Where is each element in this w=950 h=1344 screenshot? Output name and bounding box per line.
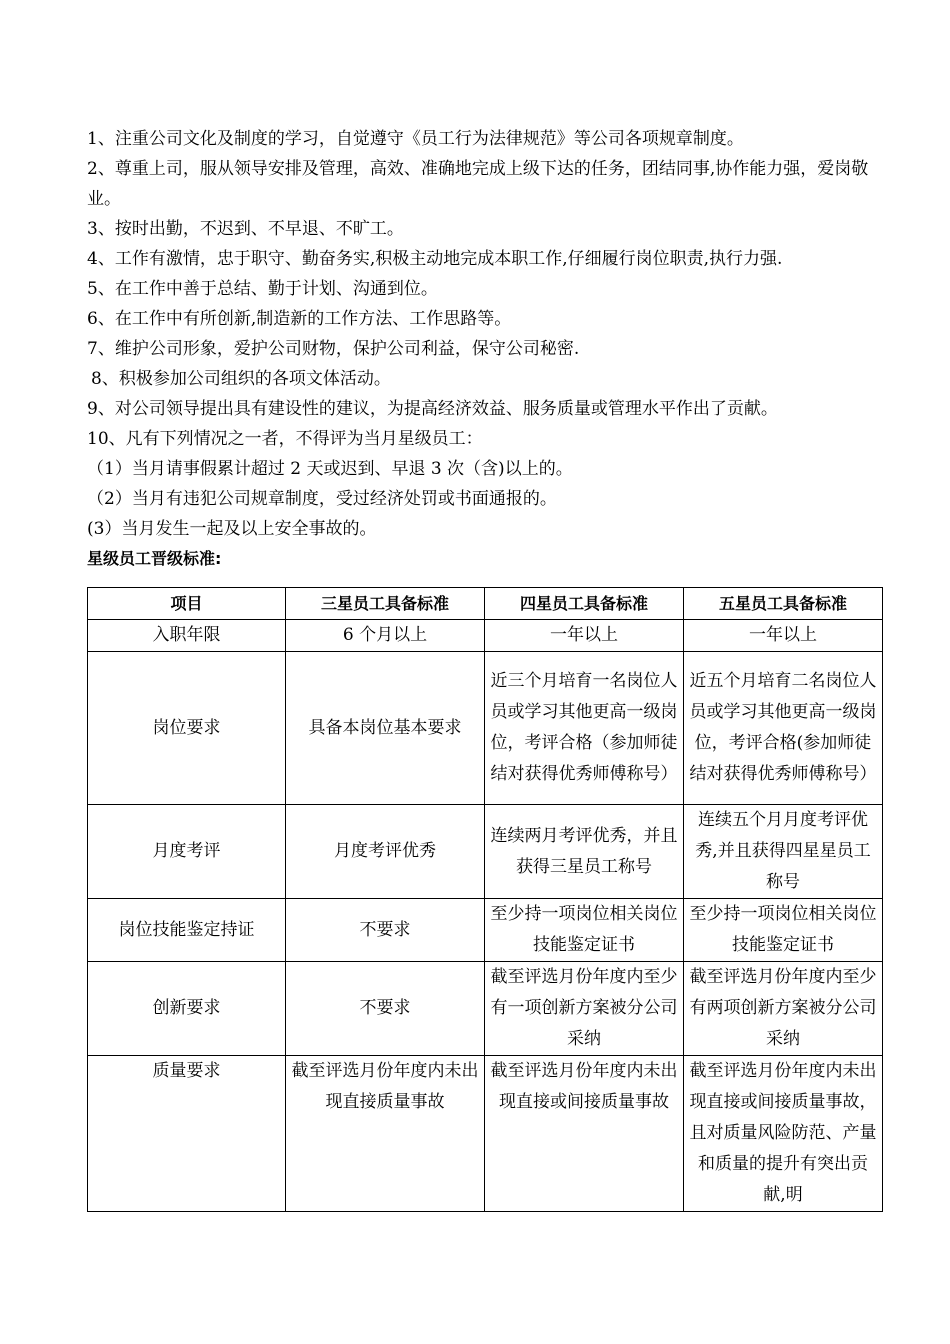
table-cell: 截至评选月份年度内未出现直接或间接质量事故，且对质量风险防范、产量和质量的提升有突出贡献,明 [684, 1056, 883, 1212]
table-cell: 近五个月培育二名岗位人员或学习其他更高一级岗位，考评合格(参加师徒结对获得优秀师傅称号） [684, 652, 883, 805]
rule-item: 8、积极参加公司组织的各项文体活动。 [91, 369, 391, 389]
header-four-star: 四星员工具备标准 [485, 588, 684, 620]
rule-item: 6、在工作中有所创新,制造新的工作方法、工作思路等。 [87, 309, 512, 329]
rule-item: 2、尊重上司，服从领导安排及管理，高效、准确地完成上级下达的任务，团结同事,协作能力强，爱岗敬业。 [87, 159, 869, 209]
rule-item: 9、对公司领导提出具有建设性的建议，为提高经济效益、服务质量或管理水平作出了贡献。 [87, 399, 778, 419]
rule-subitem: （1）当月请事假累计超过 2 天或迟到、早退 3 次（含)以上的。 [87, 459, 573, 479]
table-cell: 岗位技能鉴定持证 [88, 899, 286, 962]
rule-item: 7、维护公司形象，爱护公司财物，保护公司利益，保守公司秘密. [87, 339, 580, 359]
table-row [88, 962, 883, 1056]
table-cell: 至少持一项岗位相关岗位技能鉴定证书 [684, 899, 883, 962]
rule-subitem: （2）当月有违犯公司规章制度，受过经济处罚或书面通报的。 [87, 489, 557, 509]
table-row [88, 620, 883, 652]
table-cell: 月度考评 [88, 805, 286, 899]
rule-item: 1、注重公司文化及制度的学习，自觉遵守《员工行为法律规范》等公司各项规章制度。 [87, 129, 744, 149]
table-cell: 不要求 [286, 899, 485, 962]
rule-item: 3、按时出勤，不迟到、不早退、不旷工。 [87, 219, 404, 239]
table-cell: 连续五个月月度考评优秀,并且获得四星星员工称号 [684, 805, 883, 899]
table-row [88, 899, 883, 962]
table-cell: 质量要求 [88, 1056, 286, 1212]
rules-list [87, 124, 877, 574]
table-cell: 一年以上 [684, 620, 883, 652]
table-cell: 截至评选月份年度内未出现直接或间接质量事故 [485, 1056, 684, 1212]
table-cell: 入职年限 [88, 620, 286, 652]
promotion-standards-table [87, 587, 883, 1212]
section-title: 星级员工晋级标准: [87, 549, 222, 568]
table-row [88, 1056, 883, 1212]
table-cell: 近三个月培育一名岗位人员或学习其他更高一级岗位，考评合格（参加师徒结对获得优秀师傅称号） [485, 652, 684, 805]
header-three-star: 三星员工具备标准 [286, 588, 485, 620]
table-cell: 一年以上 [485, 620, 684, 652]
table-cell: 不要求 [286, 962, 485, 1056]
table-cell: 岗位要求 [88, 652, 286, 805]
rule-subitem: (3）当月发生一起及以上安全事故的。 [87, 519, 377, 539]
rule-item: 10、凡有下列情况之一者，不得评为当月星级员工： [87, 429, 483, 449]
rule-item: 5、在工作中善于总结、勤于计划、沟通到位。 [87, 279, 438, 299]
header-item: 项目 [88, 588, 286, 620]
table-cell: 截至评选月份年度内至少有两项创新方案被分公司采纳 [684, 962, 883, 1056]
table-cell: 截至评选月份年度内至少有一项创新方案被分公司采纳 [485, 962, 684, 1056]
table-cell: 截至评选月份年度内未出现直接质量事故 [286, 1056, 485, 1212]
table-cell: 创新要求 [88, 962, 286, 1056]
table-cell: 月度考评优秀 [286, 805, 485, 899]
table-cell: 6 个月以上 [286, 620, 485, 652]
table-cell: 具备本岗位基本要求 [286, 652, 485, 805]
rule-item: 4、工作有激情，忠于职守、勤奋务实,积极主动地完成本职工作,仔细履行岗位职责,执行力强. [87, 249, 783, 269]
table-row [88, 805, 883, 899]
header-five-star: 五星员工具备标准 [684, 588, 883, 620]
table-row [88, 652, 883, 805]
table-cell: 至少持一项岗位相关岗位技能鉴定证书 [485, 899, 684, 962]
table-header-row [88, 588, 883, 620]
table-cell: 连续两月考评优秀，并且获得三星员工称号 [485, 805, 684, 899]
